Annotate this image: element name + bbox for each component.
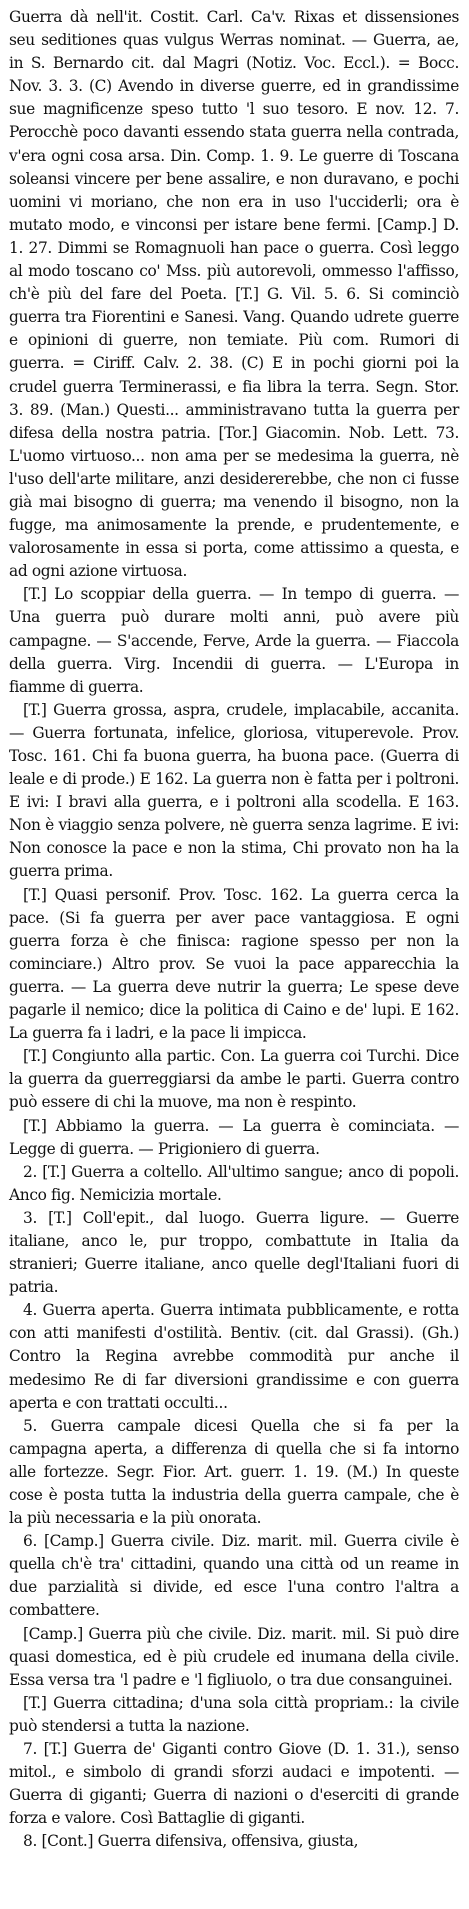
entry-paragraph: 4. Guerra aperta. Guerra intimata pubblicamente, e rotta con atti manifesti d'ostilità. Bentiv. (cit. dal Grassi). (Gh.) Contro la Regina avrebbe commodità pur anche il medesimo Re di far diversioni grandissime e con guerra aperta e con trattati occulti... <box>9 1301 459 1412</box>
entry-paragraph: [T.] Guerra grossa, aspra, crudele, implacabile, accanita. — Guerra fortunata, infelice, gloriosa, vituperevole. Prov. Tosc. 161. Chi fa buona guerra, ha buona pace. (Guerra di leale e di prode.) E 162. La guerra non è fatta per i poltroni. E ivi: I bravi alla guerra, e i poltroni alla scodella. E 163. Non è viaggio senza polvere, nè guerra senza lagrime. E ivi: Non conosce la pace e non la stima, Chi provato non ha la guerra prima. <box>9 700 459 881</box>
entry-paragraph: [Camp.] Guerra più che civile. Diz. marit. mil. Si può dire quasi domestica, ed è più crudele ed inumana della civile. Essa versa tra 'l padre e 'l figliuolo, o tra due consanguinei. <box>9 1624 459 1689</box>
entry-paragraph: 7. [T.] Guerra de' Giganti contro Giove (D. 1. 31.), senso mitol., e simbolo di grandi sforzi audaci e impotenti. — Guerra di giganti; Guerra di nazioni o d'eserciti di grande forza e valore. Così Battaglie di giganti. <box>9 1740 459 1828</box>
entry-paragraph: 8. [Cont.] Guerra difensiva, offensiva, giusta, <box>23 1832 359 1851</box>
entry-paragraph: 6. [Camp.] Guerra civile. Diz. marit. mil. Guerra civile è quella ch'è tra' cittadini, quando una città od un reame in due parzialità si divide, ed esce l'una contro l'altra a combattere. <box>9 1532 459 1620</box>
entry-paragraph: [T.] Lo scoppiar della guerra. — In tempo di guerra. — Una guerra può durare molti anni, può avere più campagne. — S'accende, Ferve, Arde la guerra. — Fiaccola della guerra. Virg. Incendii di guerra. — L'Europa in fiamme di guerra. <box>9 585 459 696</box>
entry-paragraph: Guerra dà nell'it. Costit. Carl. Ca'v. Rixas et dissensiones seu seditiones quas vulgus Werras nominat. — Guerra, ae, in S. Bernardo cit. dal Magri (Notiz. Voc. Eccl.). = Bocc. Nov. 3. 3. (C) Avendo in diverse guerre, ed in grandissime sue magnificenze speso tutto 'l suo tesoro. E nov. 12. 7. Perocchè poco davanti essendo stata guerra nella contrada, v'era ogni cosa arsa. Din. Comp. 1. 9. Le guerre di Toscana soleansi vincere per bene assalire, e non duravano, e pochi uomini vi moriano, che non era in uso l'ucciderli; ora è mutato modo, e vinconsi per istare bene fermi. [Camp.] D. 1. 27. Dimmi se Romagnuoli han pace o guerra. Così leggo al modo toscano co' Mss. più autorevoli, ommesso l'affisso, ch'è più del fare del Poeta. [T.] G. Vil. 5. 6. Si cominciò guerra tra Fiorentini e Sanesi. Vang. Quando udrete guerre e opinioni di guerre, non temiate. Più com. Rumori di guerra. = Ciriff. Calv. 2. 38. (C) E in pochi giorni poi la crudel guerra Terminerassi, e fia libra la terra. Segn. Stor. 3. 89. (Man.) Questi... amministravano tutta la guerra per difesa della nostra patria. [Tor.] Giacomin. Nob. Lett. 73. L'uomo virtuoso... non ama per se medesima la guerra, nè l'uso dell'arte militare, anzi desidererebbe, che non ci fusse già mai bisogno di guerra; ma venendo il bisogno, non la fugge, ma animosamente la prende, e prudentemente, e valorosamente in essa si porta, come attissimo a questa, e ad ogni azione virtuosa. <box>9 8 459 581</box>
entry-paragraph: [T.] Quasi personif. Prov. Tosc. 162. La guerra cerca la pace. (Si fa guerra per aver pace vantaggiosa. E ogni guerra forza è che finisca: ragione spesso per non la cominciare.) Altro prov. Se vuoi la pace apparecchia la guerra. — La guerra deve nutrir la guerra; Le spese deve pagarle il nemico; dice la politica di Caino e de' lupi. E 162. La guerra fa i ladri, e la pace li impicca. <box>9 885 459 1043</box>
dictionary-entry-guerra <box>9 6 459 1854</box>
entry-paragraph: [T.] Congiunto alla partic. Con. La guerra coi Turchi. Dice la guerra da guerreggiarsi da ambe le parti. Guerra contro può essere di chi la muove, ma non è respinto. <box>9 1047 459 1112</box>
entry-paragraph: [T.] Abbiamo la guerra. — La guerra è cominciata. — Legge di guerra. — Prigioniero di guerra. <box>9 1116 459 1158</box>
entry-paragraph: 3. [T.] Coll'epit., dal luogo. Guerra ligure. — Guerre italiane, anco le, pur troppo, combattute in Italia da stranieri; Guerre italiane, anco quelle degl'Italiani fuori di patria. <box>9 1208 459 1297</box>
entry-paragraph: 5. Guerra campale dicesi Quella che si fa per la campagna aperta, a differenza di quella che si fa intorno alle fortezze. Segr. Fior. Art. guerr. 1. 19. (M.) In queste cose è posta tutta la industria della guerra campale, che è la più necessaria e la più onorata. <box>9 1416 459 1528</box>
entry-paragraph: 2. [T.] Guerra a coltello. All'ultimo sangue; anco di popoli. Anco fig. Nemicizia mortale. <box>9 1162 459 1204</box>
entry-paragraph: [T.] Guerra cittadina; d'una sola città propriam.: la civile può stendersi a tutta la nazione. <box>9 1693 459 1735</box>
